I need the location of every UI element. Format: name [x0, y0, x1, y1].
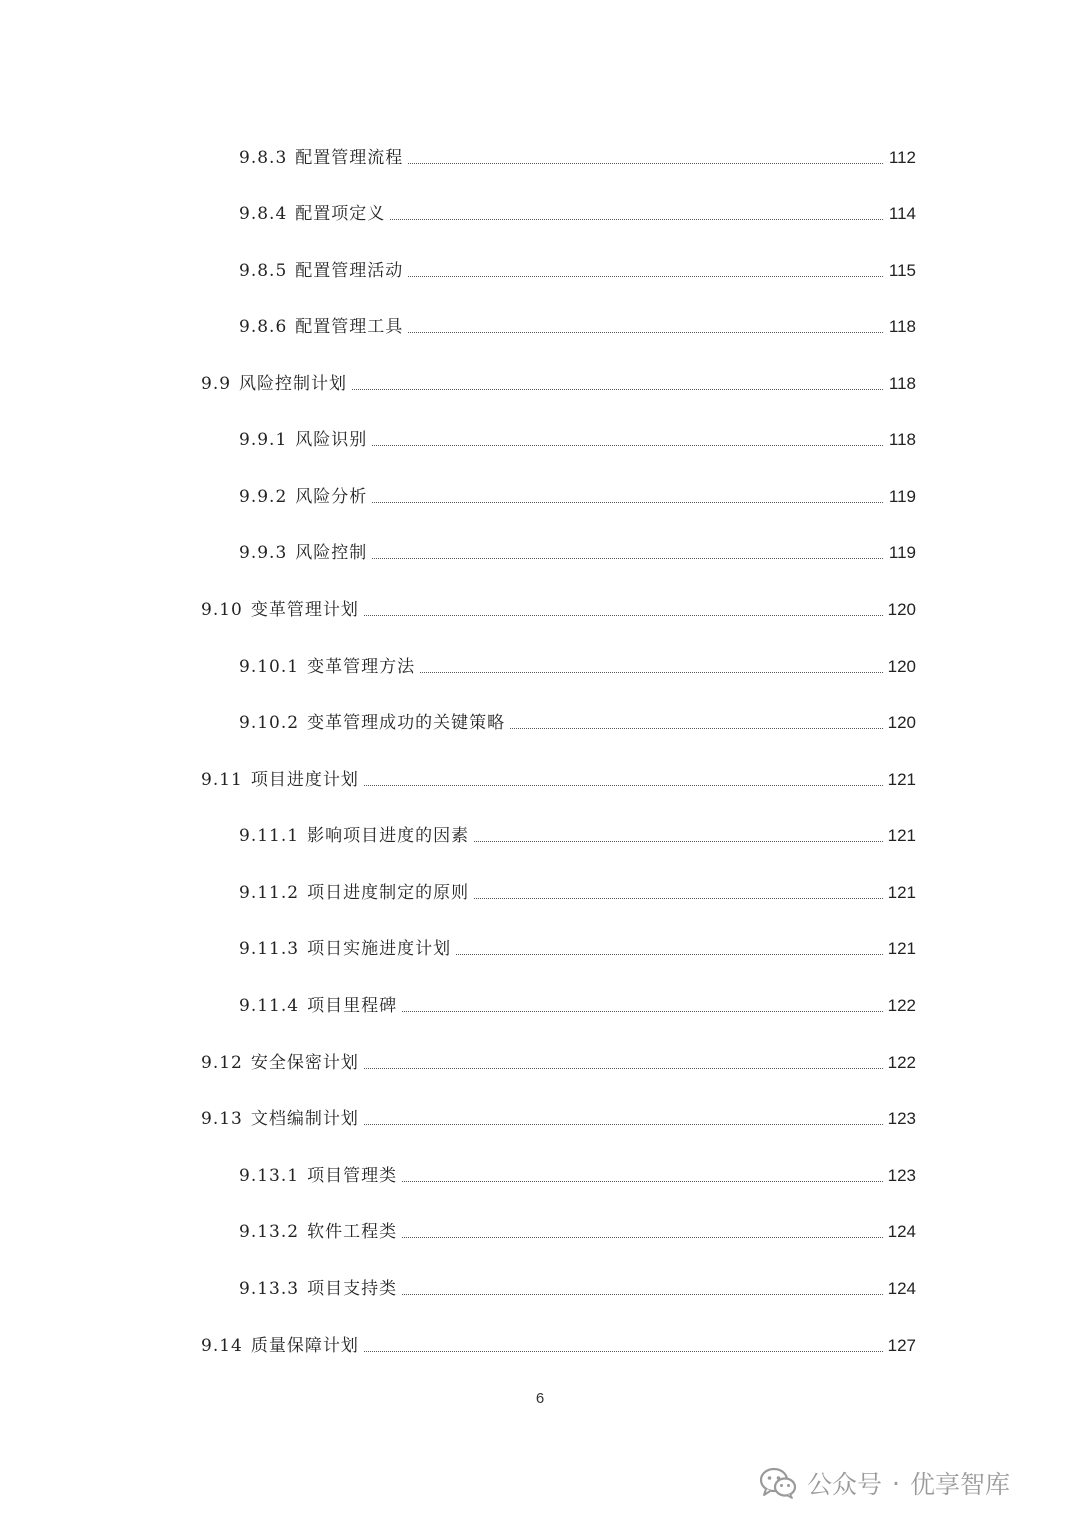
- toc-section-number: 9.10.1: [239, 657, 300, 677]
- toc-label: [239, 538, 371, 568]
- toc-title: 风险分析: [295, 487, 368, 507]
- toc-section-number: 9.12: [201, 1053, 243, 1073]
- toc-label: [239, 143, 407, 173]
- toc-title: 配置管理工具: [295, 317, 404, 337]
- toc-label: [239, 1217, 401, 1247]
- toc-page-number: 122: [886, 991, 916, 1021]
- toc-section-number: 9.13.2: [239, 1222, 300, 1242]
- toc-entry: [0, 256, 1080, 286]
- toc-page-number: 124: [886, 1217, 916, 1247]
- toc-entry: [0, 1161, 1080, 1191]
- toc-entry: [0, 821, 1080, 851]
- toc-entry: [0, 143, 1080, 173]
- toc-entry: [0, 991, 1080, 1021]
- toc-label: [239, 425, 371, 455]
- toc-section-number: 9.11.3: [239, 939, 300, 959]
- toc-label: [239, 482, 371, 512]
- toc-page-number: 120: [886, 652, 916, 682]
- toc-page-number: 123: [886, 1104, 916, 1134]
- toc-label: [239, 934, 455, 964]
- toc-section-number: 9.9.2: [239, 487, 288, 507]
- toc-section-number: 9.9: [201, 374, 232, 394]
- toc-page-number: 123: [886, 1161, 916, 1191]
- footer-page-number: 6: [535, 1390, 545, 1407]
- toc-section-number: 9.8.4: [239, 204, 288, 224]
- toc-page-number: 121: [886, 765, 916, 795]
- toc-section-number: 9.11.4: [239, 996, 300, 1016]
- toc-title: 项目管理类: [307, 1166, 398, 1186]
- toc-entry: [0, 425, 1080, 455]
- toc-entry: [0, 1048, 1080, 1078]
- toc-page-number: 122: [886, 1048, 916, 1078]
- toc-page-number: 118: [887, 312, 916, 342]
- toc-page-number: 112: [887, 143, 916, 173]
- toc-entry: [0, 1104, 1080, 1134]
- toc-section-number: 9.13.3: [239, 1279, 300, 1299]
- toc-section-number: 9.14: [201, 1336, 243, 1356]
- toc-page-number: 119: [887, 482, 916, 512]
- toc-page-number: 121: [886, 878, 916, 908]
- toc-section-number: 9.9.3: [239, 543, 288, 563]
- toc-label: [201, 765, 363, 795]
- toc-page-number: 119: [887, 538, 916, 568]
- watermark-account: 优享智库: [909, 1470, 1010, 1499]
- toc-title: 风险识别: [295, 430, 368, 450]
- toc-label: [201, 369, 351, 399]
- toc-section-number: 9.13: [201, 1109, 243, 1129]
- toc-section-number: 9.10.2: [239, 713, 300, 733]
- toc-title: 风险控制: [295, 543, 368, 563]
- toc-title: 项日进度制定的原则: [307, 883, 470, 903]
- toc-title: 安全保密计划: [250, 1053, 359, 1073]
- toc-entry: [0, 878, 1080, 908]
- watermark: [759, 1463, 1010, 1503]
- toc-title: 配置管理活动: [295, 261, 404, 281]
- toc-label: [239, 652, 419, 682]
- toc-label: [201, 1048, 363, 1078]
- toc-entry: [0, 1274, 1080, 1304]
- toc-entry: [0, 708, 1080, 738]
- toc-label: [239, 1274, 401, 1304]
- toc-label: [239, 199, 389, 229]
- toc-page-number: 124: [886, 1274, 916, 1304]
- toc-entry: [0, 369, 1080, 399]
- toc-title: 变革管理方法: [307, 657, 416, 677]
- toc-title: 风险控制计划: [239, 374, 348, 394]
- toc-section-number: 9.11: [201, 770, 243, 790]
- toc-section-number: 9.11.2: [239, 883, 300, 903]
- toc-entry: [0, 199, 1080, 229]
- toc-title: 配置管理流程: [295, 148, 404, 168]
- toc-entry: [0, 312, 1080, 342]
- toc-title: 变革管理成功的关键策略: [307, 713, 506, 733]
- toc-page-number: 127: [886, 1331, 916, 1361]
- toc-title: 影响项目进度的因素: [307, 826, 470, 846]
- toc-page-number: 121: [886, 934, 916, 964]
- toc-section-number: 9.8.5: [239, 261, 288, 281]
- toc-title: 项日实施进度计划: [307, 939, 452, 959]
- toc-entry: [0, 934, 1080, 964]
- toc-title: 软件工程类: [307, 1222, 398, 1242]
- toc-entry: [0, 538, 1080, 568]
- toc-label: [239, 878, 473, 908]
- toc-entry: [0, 595, 1080, 625]
- toc-section-number: 9.8.3: [239, 148, 288, 168]
- toc-title: 项目进度计划: [250, 770, 359, 790]
- toc-label: [201, 1104, 363, 1134]
- toc-page-number: 114: [887, 199, 916, 229]
- toc-title: 项目里程碑: [307, 996, 398, 1016]
- wechat-icon: [759, 1467, 797, 1499]
- toc-page-number: 118: [887, 369, 916, 399]
- toc-entry: [0, 482, 1080, 512]
- toc-page-number: 121: [886, 821, 916, 851]
- watermark-platform: 公众号: [807, 1470, 883, 1499]
- toc-page-number: 120: [886, 595, 916, 625]
- toc-page-number: 115: [887, 256, 916, 286]
- toc-section-number: 9.13.1: [239, 1166, 300, 1186]
- watermark-separator: ·: [892, 1468, 900, 1498]
- toc-section-number: 9.11.1: [239, 826, 300, 846]
- toc-section-number: 9.10: [201, 600, 243, 620]
- toc-entry: [0, 1331, 1080, 1361]
- toc-page-number: 118: [887, 425, 916, 455]
- toc-label: [239, 991, 401, 1021]
- toc-title: 项目支持类: [307, 1279, 398, 1299]
- toc-page-number: 120: [886, 708, 916, 738]
- toc-label: [239, 1161, 401, 1191]
- toc-title: 变革管理计划: [250, 600, 359, 620]
- toc-entry: [0, 1217, 1080, 1247]
- toc-entry: [0, 652, 1080, 682]
- toc-title: 配置项定义: [295, 204, 386, 224]
- toc-title: 文档编制计划: [250, 1109, 359, 1129]
- toc-label: [239, 708, 509, 738]
- toc-label: [201, 595, 363, 625]
- toc-title: 质量保障计划: [250, 1336, 359, 1356]
- toc-label: [239, 312, 407, 342]
- toc-label: [239, 821, 473, 851]
- toc-section-number: 9.8.6: [239, 317, 288, 337]
- toc-section-number: 9.9.1: [239, 430, 288, 450]
- toc-entry: [0, 765, 1080, 795]
- toc-label: [201, 1331, 363, 1361]
- toc-label: [239, 256, 407, 286]
